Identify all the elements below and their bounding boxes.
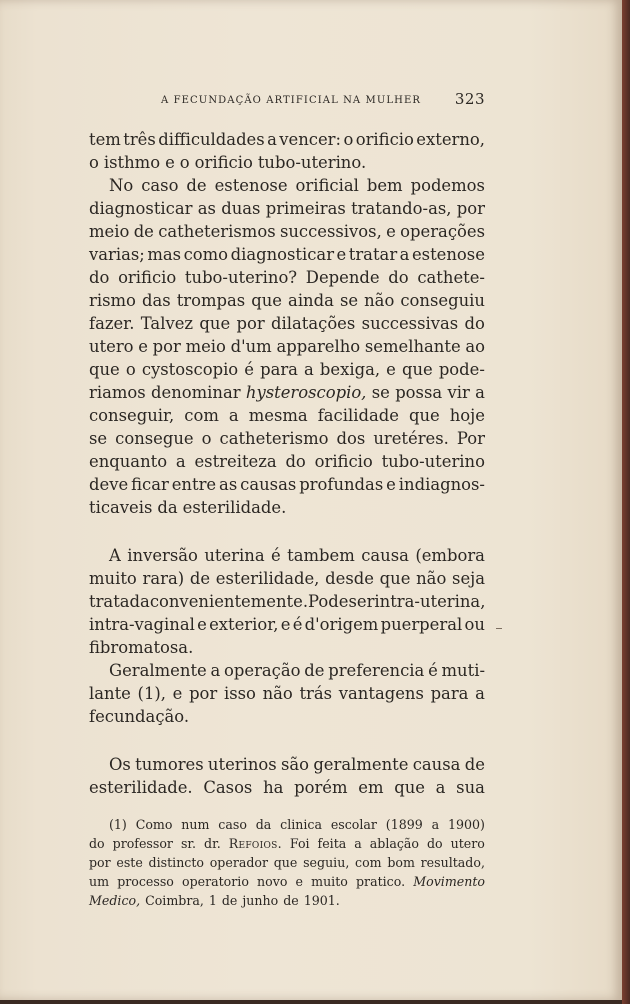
word: possa (395, 383, 443, 402)
word: primeiras (265, 199, 346, 218)
word: causas (240, 475, 297, 494)
footnotes-line (89, 891, 485, 911)
word: causa (412, 755, 461, 774)
body-line (89, 243, 485, 267)
body-line (89, 567, 485, 591)
word: um (89, 874, 110, 889)
word: orificial (295, 176, 359, 195)
word: trompas (176, 291, 246, 310)
word: que (199, 314, 231, 333)
word: sua (456, 778, 485, 797)
word: bem (366, 176, 403, 195)
word: uterina (204, 546, 265, 565)
word: e (165, 153, 175, 172)
word: distincto (148, 855, 204, 870)
body-line (89, 496, 485, 520)
body-line (89, 197, 485, 221)
body-line (89, 590, 485, 614)
word: seja (452, 569, 485, 588)
word: a (435, 778, 446, 797)
word: catheterismo (219, 429, 329, 448)
word: caso (218, 817, 247, 832)
word: preferencia (328, 661, 425, 680)
word: difficuldades (158, 130, 265, 149)
word: do (464, 314, 485, 333)
word: se (371, 383, 390, 402)
body-line (89, 427, 485, 451)
word: não (416, 569, 447, 588)
word: é (244, 360, 254, 379)
word: successivos, (279, 222, 382, 241)
word: dos (336, 429, 366, 448)
word: a (475, 383, 485, 402)
word: ao (465, 337, 485, 356)
word: de (283, 893, 299, 908)
word: externo, (416, 130, 485, 149)
word: cystoscopio (141, 360, 239, 379)
word: (embora (415, 546, 485, 565)
word: vir (447, 383, 470, 402)
word: bom (387, 855, 415, 870)
body-line (89, 174, 485, 198)
word: porém (294, 778, 348, 797)
word: isthmo (103, 153, 161, 172)
word: muito (89, 569, 137, 588)
word: as (219, 475, 238, 494)
word: Medico, (89, 893, 141, 908)
word: trás (299, 684, 333, 703)
word: hysteroscopio, (245, 383, 367, 402)
word: mas (147, 245, 182, 264)
word: estenose (214, 176, 288, 195)
word: a (354, 836, 362, 851)
word: Refoios. (228, 836, 282, 851)
word: de (133, 222, 154, 241)
page-number: 323 (454, 90, 485, 108)
word: por (89, 855, 111, 870)
word: profundas (299, 475, 384, 494)
word: esterilidade. (182, 498, 287, 517)
word: A (109, 546, 121, 565)
word: d'um (230, 337, 272, 356)
word: para (430, 684, 469, 703)
word: que (401, 360, 433, 379)
word: indiagnos- (398, 475, 485, 494)
body-line (89, 289, 485, 313)
word: a (431, 817, 440, 832)
page-edge (622, 0, 630, 1004)
word: num (181, 817, 210, 832)
word: fibromatosa. (89, 638, 194, 657)
word: diagnosticar (230, 245, 335, 264)
word: de (221, 893, 238, 908)
body-line (89, 381, 485, 405)
word: tratada (89, 592, 150, 611)
footnotes-line (89, 815, 485, 835)
word: e (336, 245, 347, 264)
word: mesma (248, 406, 308, 425)
body-line (89, 266, 485, 290)
word: é (428, 661, 438, 680)
word: que (273, 855, 298, 870)
word: isso (223, 684, 256, 703)
word: por (189, 684, 218, 703)
body-line (89, 335, 485, 359)
word: operação (224, 661, 301, 680)
word: do (89, 268, 110, 287)
word: ficar (131, 475, 169, 494)
word: meio (89, 222, 130, 241)
body-line (89, 636, 485, 660)
word: se (339, 291, 359, 310)
body-line (89, 450, 485, 474)
word: não (262, 684, 293, 703)
word: denominar (151, 383, 241, 402)
word: e (197, 615, 207, 634)
word: tubo-uterino. (257, 153, 367, 172)
word: a (267, 130, 277, 149)
word: esterilidade, (215, 569, 320, 588)
body-line (89, 404, 485, 428)
word: que (89, 360, 120, 379)
word: a (304, 360, 314, 379)
word: novo (257, 874, 288, 889)
word: uterinos (207, 755, 277, 774)
word: e (172, 684, 183, 703)
ink-speck (496, 628, 502, 629)
word: e (295, 874, 303, 889)
word: conseguiu (400, 291, 485, 310)
word: de (186, 176, 207, 195)
body-line (89, 682, 485, 706)
word: vencer: (279, 130, 342, 149)
word: 1901. (303, 893, 340, 908)
word: apparelho (276, 337, 361, 356)
word: varias; (89, 245, 145, 264)
word: seguiu, (303, 855, 350, 870)
word: Como (135, 817, 173, 832)
word: do (285, 452, 306, 471)
word: pratico. (355, 874, 406, 889)
word: de (189, 569, 211, 588)
word: sr. (180, 836, 197, 851)
word: Movimento (413, 874, 485, 889)
word: tubo-uterino (381, 452, 485, 471)
word: causa (361, 546, 409, 565)
word: o (125, 360, 136, 379)
body-line (89, 473, 485, 497)
word: das (141, 291, 171, 310)
word: para (260, 360, 298, 379)
word: é (271, 546, 281, 565)
word: professor (112, 836, 173, 851)
word: ablação (369, 836, 419, 851)
word: a (228, 406, 239, 425)
word: uretéres. (373, 429, 449, 448)
word: rismo (89, 291, 136, 310)
word: semelhante (364, 337, 461, 356)
word: ha (263, 778, 284, 797)
word: o (201, 429, 212, 448)
word: muti- (441, 661, 485, 680)
word: junho (242, 893, 279, 908)
word: estreiteza (194, 452, 277, 471)
word: exterior, (209, 615, 279, 634)
word: orificio (355, 130, 414, 149)
word: processo (117, 874, 174, 889)
word: utero (89, 337, 134, 356)
word: tem (89, 130, 121, 149)
word: de (304, 661, 325, 680)
word: deve (89, 475, 129, 494)
word: utero (450, 836, 485, 851)
word: ou (464, 615, 485, 634)
word: são (280, 755, 310, 774)
word: que (408, 406, 440, 425)
word: inversão (127, 546, 198, 565)
word: pode- (438, 360, 485, 379)
word: muito (311, 874, 348, 889)
word: bexiga, (319, 360, 381, 379)
word: tratar (348, 245, 398, 264)
word: a (210, 661, 221, 680)
word: três (123, 130, 156, 149)
word: esterilidade. (89, 778, 193, 797)
word: resultado, (420, 855, 485, 870)
word: convenientemente. (149, 592, 309, 611)
word: Geralmente (109, 661, 207, 680)
word: hoje (449, 406, 485, 425)
word: da (157, 498, 178, 517)
word: clinica (280, 817, 322, 832)
word: com (184, 406, 219, 425)
word: que (251, 291, 282, 310)
word: rara) (142, 569, 185, 588)
word: ticaveis (89, 498, 153, 517)
word: d'origem (304, 615, 379, 634)
word: do (426, 836, 443, 851)
word: conseguir, (89, 406, 175, 425)
body-line (89, 544, 485, 568)
word: como (183, 245, 229, 264)
word: o (89, 153, 99, 172)
word: facilidade (317, 406, 399, 425)
footnotes-line (89, 834, 485, 854)
word: ser (348, 592, 375, 611)
word: operatorio (182, 874, 249, 889)
word: cathete- (417, 268, 485, 287)
word: Coimbra, (145, 893, 204, 908)
word: Casos (203, 778, 253, 797)
word: por (456, 199, 485, 218)
word: Por (456, 429, 485, 448)
body-line (89, 220, 485, 244)
word: que (379, 569, 411, 588)
word: intra-vaginal (89, 615, 195, 634)
word: Os (109, 755, 131, 774)
word: em (358, 778, 384, 797)
word: não (364, 291, 395, 310)
body-line (89, 312, 485, 336)
word: diagnosticar (89, 199, 193, 218)
word: 1900) (447, 817, 485, 832)
word: por (236, 314, 265, 333)
word: consegue (115, 429, 194, 448)
word: que (394, 778, 425, 797)
word: Depende (305, 268, 380, 287)
word: ainda (288, 291, 334, 310)
word: enquanto (89, 452, 168, 471)
word: e (386, 475, 396, 494)
word: e (138, 337, 148, 356)
word: o (179, 153, 190, 172)
word: duas (221, 199, 261, 218)
word: se (89, 429, 108, 448)
body-line (89, 659, 485, 683)
body-line (89, 358, 485, 382)
word: de (464, 755, 485, 774)
word: e (386, 360, 396, 379)
word: lante (89, 684, 131, 703)
word: fazer. (89, 314, 135, 333)
word: Talvez (140, 314, 194, 333)
footnotes-line (89, 872, 485, 892)
word: catheterismos (158, 222, 276, 241)
word: tubo-uterino? (184, 268, 298, 287)
word: successivas (361, 314, 459, 333)
word: operador (209, 855, 269, 870)
word: intra-uterina, (374, 592, 486, 611)
word: fecundação. (89, 707, 190, 726)
word: No (109, 176, 134, 195)
word: do (89, 836, 105, 851)
running-head (89, 92, 485, 112)
word: orificio (194, 153, 253, 172)
body-line (89, 128, 485, 152)
body-line (89, 613, 485, 637)
footnotes-line (89, 853, 485, 873)
word: estenose (411, 245, 485, 264)
word: (1), (137, 684, 166, 703)
word: riamos (89, 383, 146, 402)
word: meio (185, 337, 226, 356)
word: do (388, 268, 409, 287)
word: caso (141, 176, 179, 195)
word: vantagens (338, 684, 424, 703)
word: orificio (314, 452, 373, 471)
word: e (386, 222, 396, 241)
word: o (343, 130, 354, 149)
word: Foi (289, 836, 310, 851)
word: da (255, 817, 272, 832)
word: (1899 (385, 817, 423, 832)
word: por (152, 337, 181, 356)
word: dr. (204, 836, 221, 851)
word: e (280, 615, 291, 634)
word: operações (400, 222, 485, 241)
word: dilatações (271, 314, 356, 333)
word: a (399, 245, 410, 264)
word: com (355, 855, 382, 870)
word: entre (171, 475, 217, 494)
body-line (89, 705, 485, 729)
body-line (89, 776, 485, 800)
word: orificio (118, 268, 177, 287)
word: a (475, 684, 485, 703)
word: a (175, 452, 186, 471)
word: 1 (208, 893, 217, 908)
word: (1) (109, 817, 127, 832)
word: puerperal (380, 615, 463, 634)
word: geralmente (313, 755, 409, 774)
word: tambem (287, 546, 355, 565)
word: feita (317, 836, 347, 851)
word: este (116, 855, 143, 870)
word: desde (325, 569, 374, 588)
body-line (89, 151, 485, 175)
word: é (292, 615, 303, 634)
word: Pode (308, 592, 349, 611)
word: escolar (330, 817, 377, 832)
word: podemos (410, 176, 485, 195)
word: tumores (135, 755, 204, 774)
body-line (89, 753, 485, 777)
word: tratando-as, (351, 199, 452, 218)
running-title: A FECUNDAÇÃO ARTIFICIAL NA MULHER (161, 95, 421, 106)
word: as (197, 199, 216, 218)
